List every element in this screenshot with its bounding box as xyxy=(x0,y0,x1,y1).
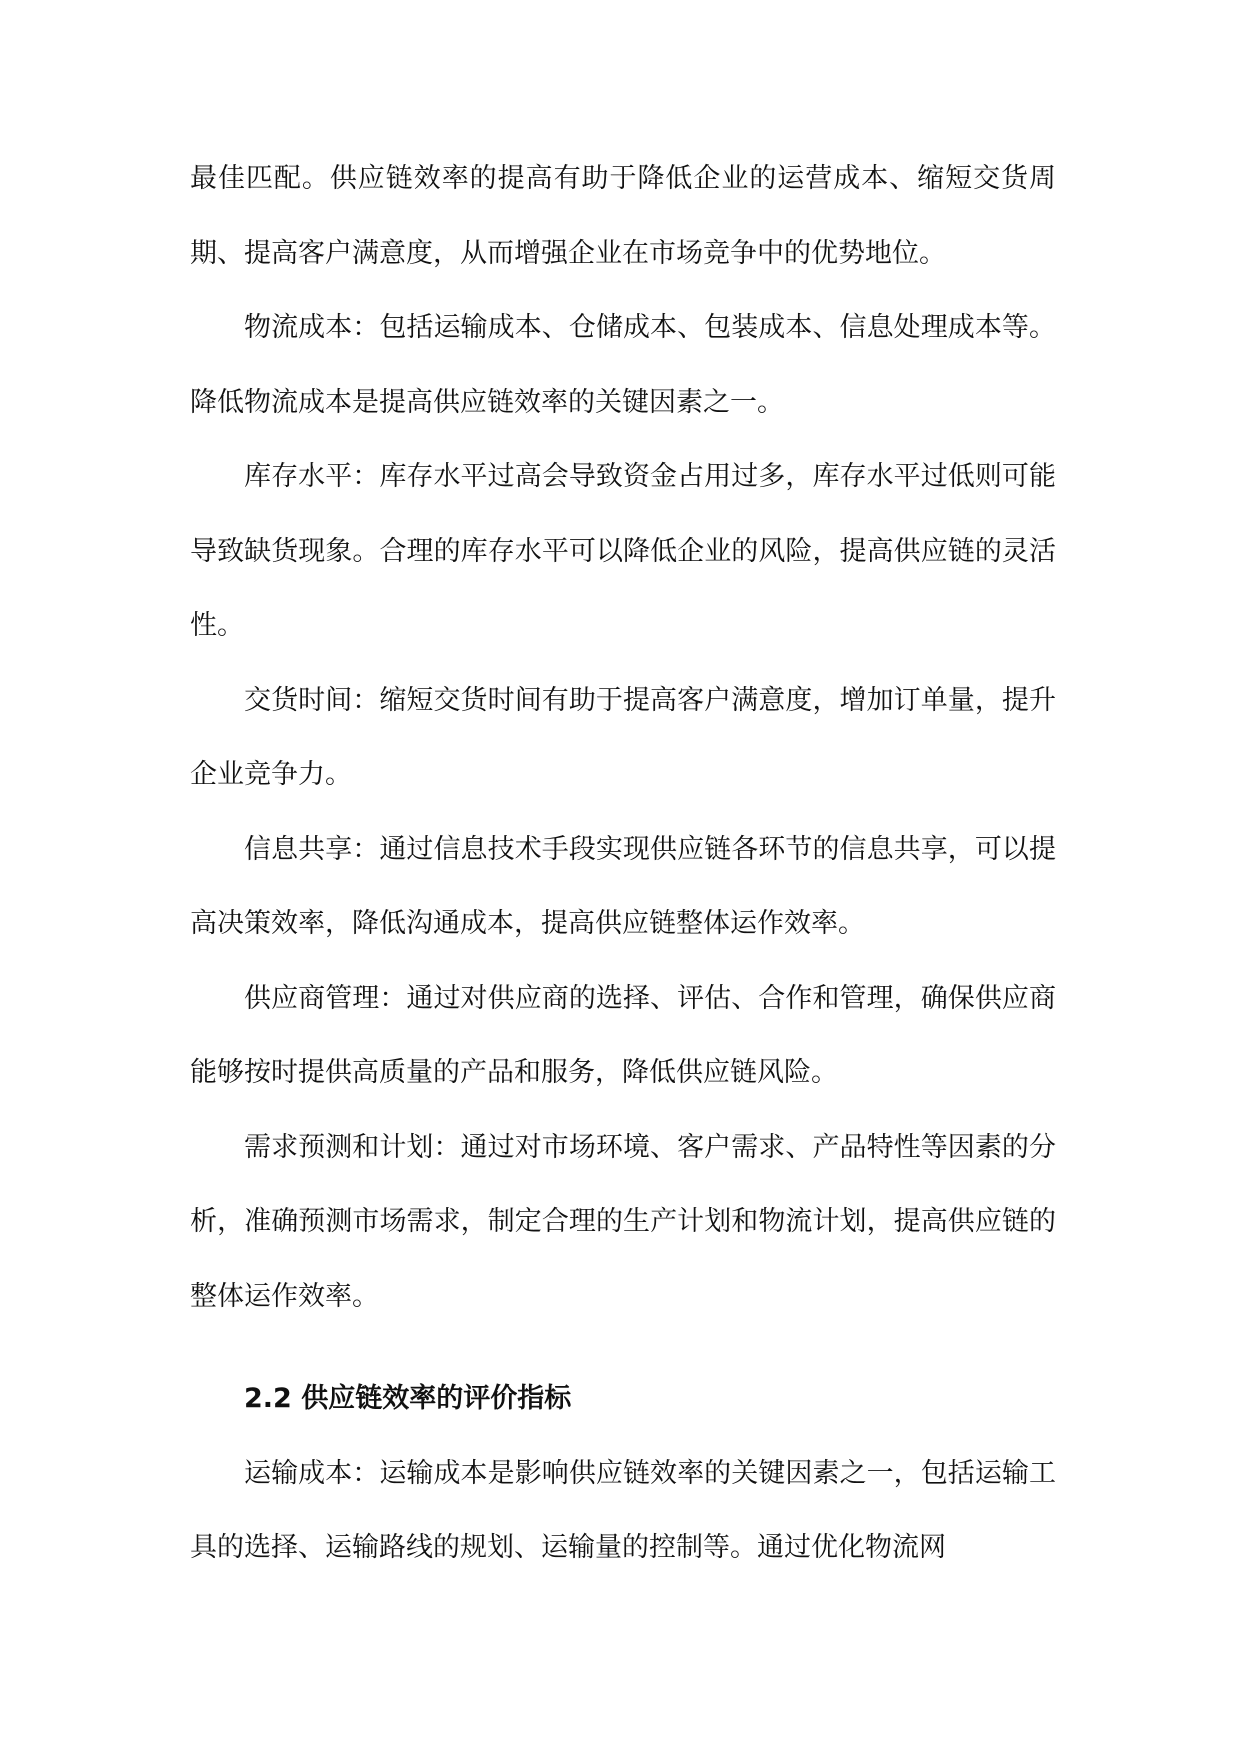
section-heading: 2.2 供应链效率的评价指标 xyxy=(244,1383,572,1414)
paragraph-delivery-time: 交货时间：缩短交货时间有助于提高客户满意度，增加订单量，提升企业竞争力。 xyxy=(190,684,1056,790)
document-body xyxy=(190,142,1056,1586)
paragraph-supplier-management: 供应商管理：通过对供应商的选择、评估、合作和管理，确保供应商能够按时提供高质量的产品和服务，降低供应链风险。 xyxy=(190,982,1056,1088)
paragraph-information-sharing: 信息共享：通过信息技术手段实现供应链各环节的信息共享，可以提高决策效率，降低沟通成本，提高供应链整体运作效率。 xyxy=(190,833,1056,939)
paragraph-logistics-cost: 物流成本：包括运输成本、仓储成本、包装成本、信息处理成本等。降低物流成本是提高供应链效率的关键因素之一。 xyxy=(190,312,1056,418)
paragraph-transport-cost: 运输成本：运输成本是影响供应链效率的关键因素之一，包括运输工具的选择、运输路线的规划、运输量的控制等。通过优化物流网 xyxy=(190,1457,1056,1563)
paragraph-inventory-level: 库存水平：库存水平过高会导致资金占用过多，库存水平过低则可能导致缺货现象。合理的库存水平可以降低企业的风险，提高供应链的灵活性。 xyxy=(190,461,1056,641)
paragraph-supply-chain-benefits: 最佳匹配。供应链效率的提高有助于降低企业的运营成本、缩短交货周期、提高客户满意度，从而增强企业在市场竞争中的优势地位。 xyxy=(190,163,1056,269)
paragraph-demand-forecasting: 需求预测和计划：通过对市场环境、客户需求、产品特性等因素的分析，准确预测市场需求，制定合理的生产计划和物流计划，提高供应链的整体运作效率。 xyxy=(190,1131,1056,1312)
